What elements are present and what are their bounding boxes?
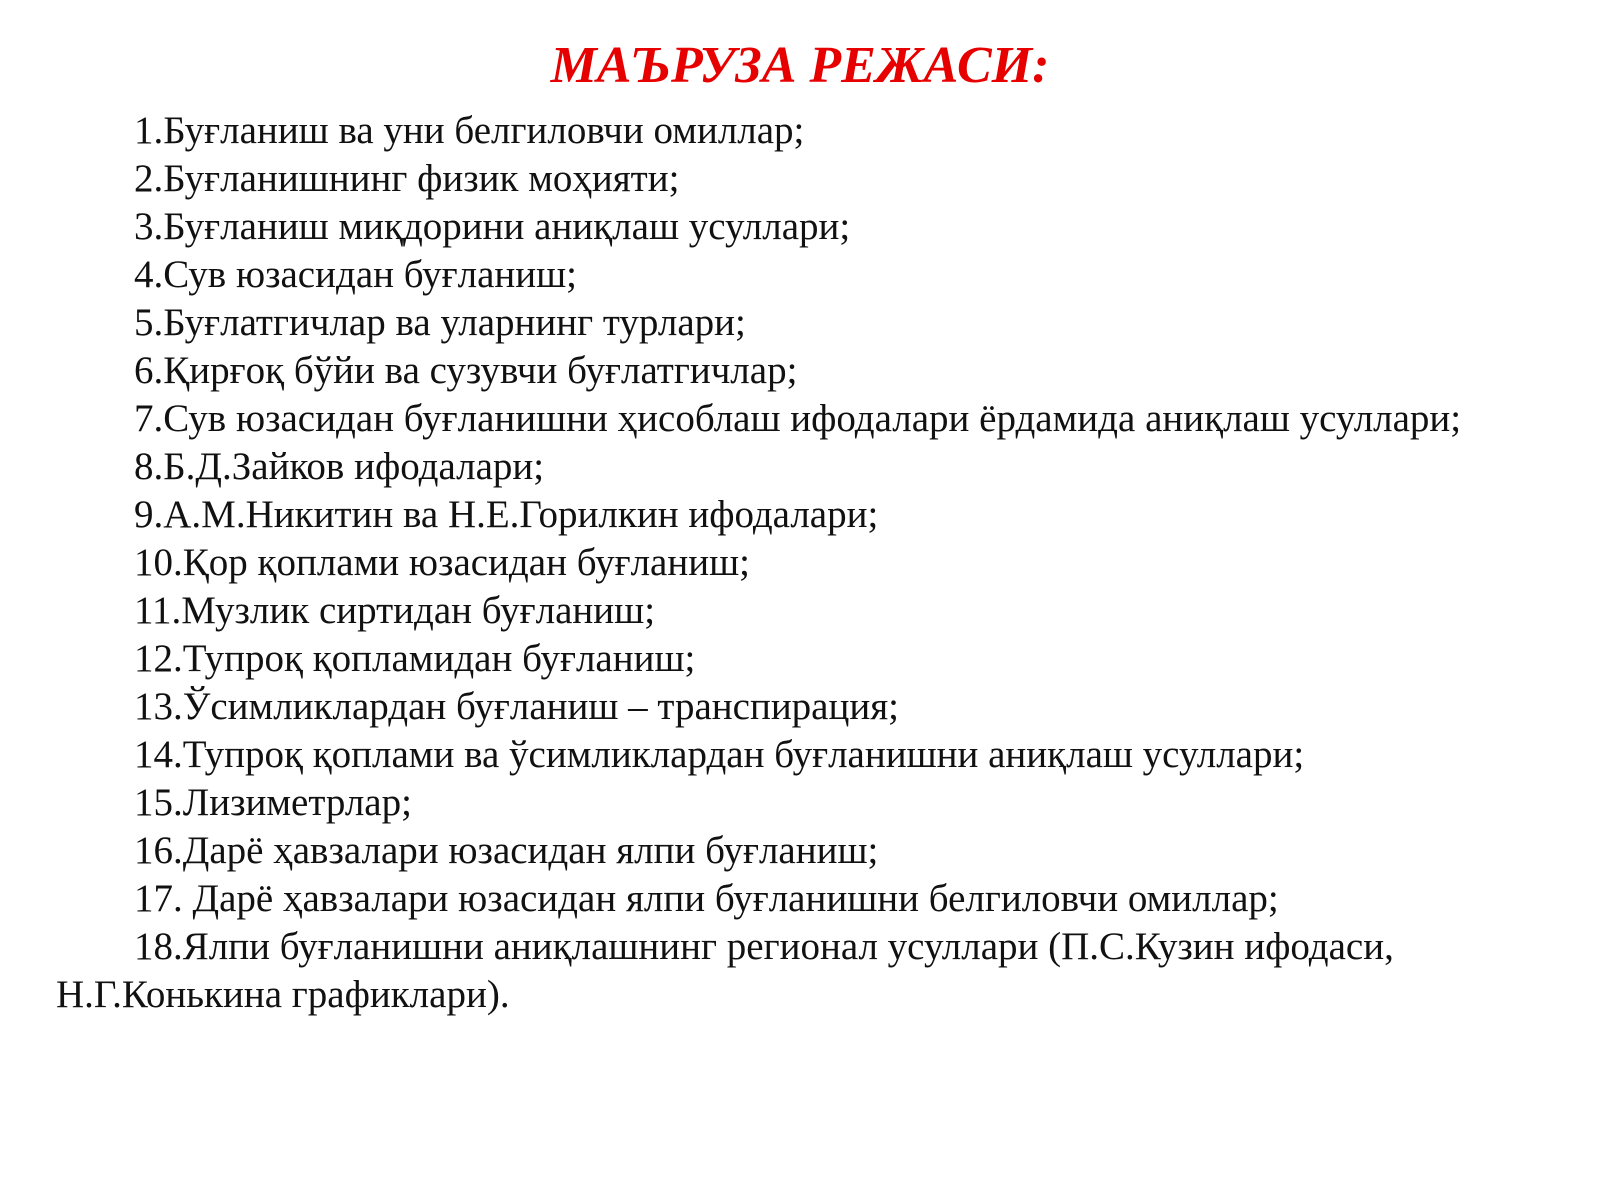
list-item: 6.Қирғоқ бўйи ва сузувчи буғлатгичлар; — [134, 349, 798, 392]
list-item: 16.Дарё ҳавзалари юзасидан ялпи буғланиш; — [134, 829, 879, 872]
list-item: 8.Б.Д.Зайков ифодалари; — [134, 445, 545, 488]
list-item: 14.Тупроқ қоплами ва ўсимликлардан буғланишни аниқлаш усуллари; — [134, 733, 1305, 776]
page-title: МАЪРУЗА РЕЖАСИ: — [550, 37, 1050, 94]
list-item: 18.Ялпи буғланишни аниқлашнинг регионал усуллари (П.С.Кузин ифодаси, Н.Г.Конькина графиклари). — [56, 925, 1394, 1016]
list-item: 13.Ўсимликлардан буғланиш – транспирация; — [134, 685, 900, 728]
list-item: 17. Дарё ҳавзалари юзасидан ялпи буғланишни белгиловчи омиллар; — [134, 877, 1279, 920]
list-item: 11.Музлик сиртидан буғланиш; — [134, 589, 656, 632]
list-item: 1.Буғланиш ва уни белгиловчи омиллар; — [134, 109, 805, 152]
list-item: 7.Сув юзасидан буғланишни ҳисоблаш ифодалари ёрдамида аниқлаш усуллари; — [134, 397, 1462, 440]
list-item: 2.Буғланишнинг физик моҳияти; — [134, 157, 680, 200]
list-item: 10.Қор қоплами юзасидан буғланиш; — [134, 541, 750, 584]
list-item: 12.Тупроқ қопламидан буғланиш; — [134, 637, 696, 680]
list-item: 4.Сув юзасидан буғланиш; — [134, 253, 577, 296]
lecture-plan-list — [56, 107, 1496, 1019]
list-item: 5.Буғлатгичлар ва уларнинг турлари; — [134, 301, 746, 344]
list-item: 15.Лизиметрлар; — [134, 781, 412, 824]
list-item: 3.Буғланиш миқдорини аниқлаш усуллари; — [134, 205, 851, 248]
list-item: 9.А.М.Никитин ва Н.Е.Горилкин ифодалари; — [134, 493, 879, 536]
